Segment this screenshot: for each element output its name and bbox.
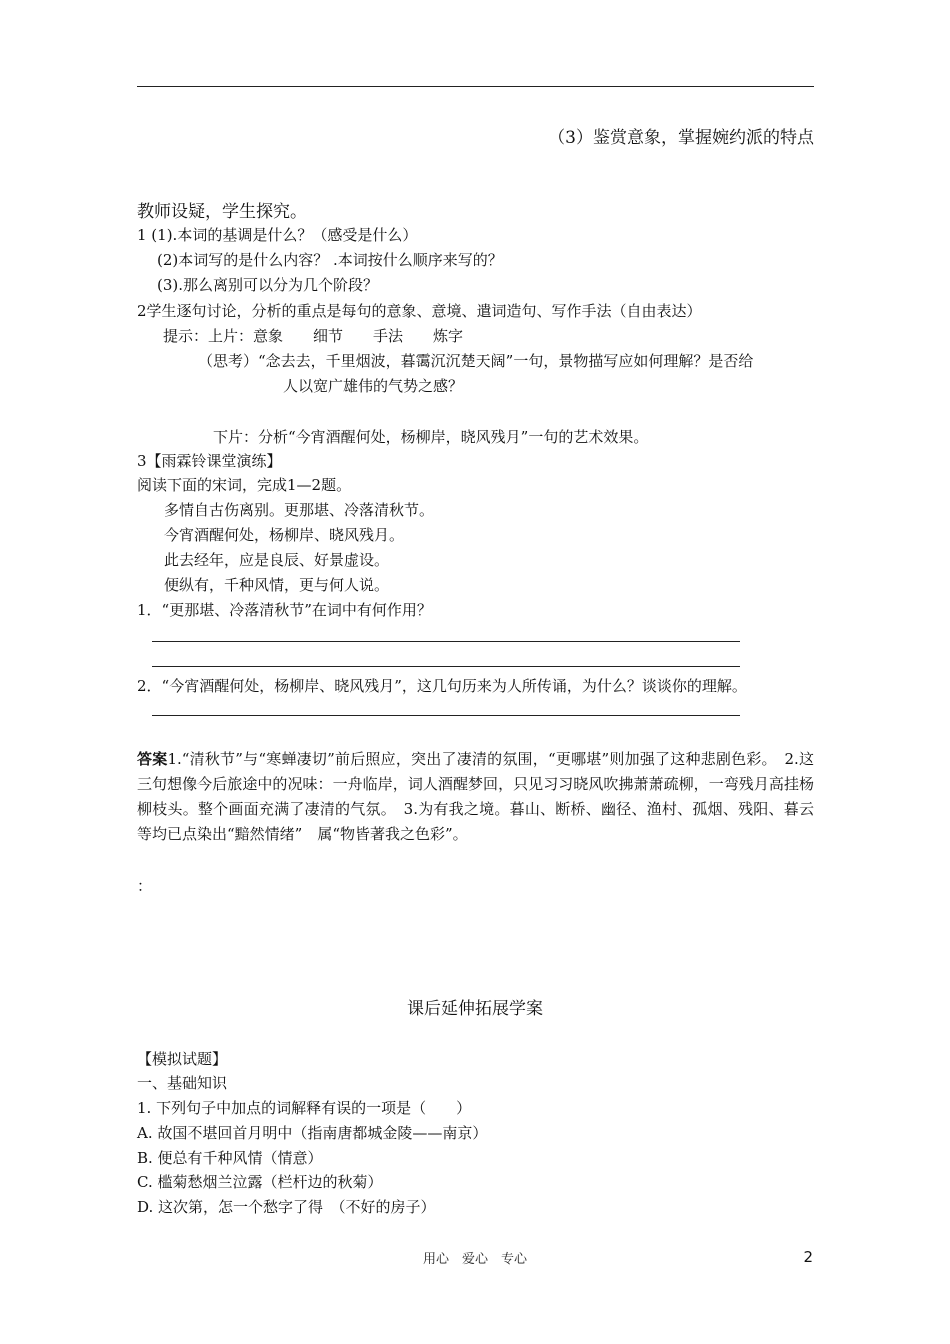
stray-mark: ： bbox=[137, 877, 153, 895]
mc-option: C. 槛菊愁烟兰泣露（栏杆边的秋菊） bbox=[137, 1173, 383, 1191]
mc-option: A. 故国不堪回首月明中（指南唐都城金陵——南京） bbox=[137, 1124, 488, 1142]
mc-option: B. 便总有千种风情（情意） bbox=[137, 1149, 323, 1167]
lower-part-analysis: 下片：分析“今宵酒醒何处，杨柳岸，晓风残月”一句的艺术效果。 bbox=[213, 428, 649, 446]
practice-instruction: 阅读下面的宋词，完成1—2题。 bbox=[137, 476, 352, 494]
answer-blank-line bbox=[152, 666, 740, 667]
think-line-2: 人以宽广雄伟的气势之感？ bbox=[283, 377, 464, 395]
answer-paragraph bbox=[137, 747, 814, 847]
question-1b: (2)本词写的是什么内容？ .本词按什么顺序来写的？ bbox=[157, 251, 503, 269]
exercise-2: 2．“今宵酒醒何处，杨柳岸、晓风残月”，这几句历来为人所传诵，为什么？谈谈你的理解。 bbox=[137, 677, 747, 695]
answer-text: 1.“清秋节”与“寒蝉凄切”前后照应，突出了凄清的氛围，“更哪堪”则加强了这种悲剧色彩。 2.这三句想像今后旅途中的况味：一舟临岸，词人酒醒梦回，只见习习晓风吹拂萧萧疏柳，一弯残月高挂杨柳枝头。整个画面充满了凄清的气氛。 3.为有我之境。暮山、断桥、幽径、渔村、孤烟、残阳、暮云等均已点染出“黯然情绪” 属“物皆著我之色彩”。 bbox=[137, 750, 814, 843]
intro-text: 教师设疑，学生探究。 bbox=[137, 202, 307, 222]
poem-line: 便纵有，千种风情，更与何人说。 bbox=[164, 576, 390, 594]
answer-label: 答案 bbox=[137, 750, 168, 768]
answer-blank-line bbox=[152, 715, 740, 716]
question-2: 2学生逐句讨论，分析的重点是每句的意象、意境、遣词造句、写作手法（自由表达） bbox=[137, 302, 702, 320]
poem-line: 此去经年，应是良辰、好景虚设。 bbox=[164, 551, 390, 569]
page-footer: 用心 爱心 专心 bbox=[422, 1252, 527, 1267]
poem-line: 今宵酒醒何处，杨柳岸、晓风残月。 bbox=[164, 526, 405, 544]
mc-option: D. 这次第，怎一个愁字了得 （不好的房子） bbox=[137, 1198, 436, 1216]
answer-blank-line bbox=[152, 641, 740, 642]
header-rule bbox=[137, 86, 814, 87]
section-heading: （3）鉴赏意象，掌握婉约派的特点 bbox=[548, 128, 814, 148]
mock-exam-title: 【模拟试题】 bbox=[137, 1050, 228, 1068]
hint-line: 提示：上片：意象 细节 手法 炼字 bbox=[163, 327, 464, 345]
mc-question: 1. 下列句子中加点的词解释有误的一项是（ ） bbox=[137, 1099, 472, 1117]
practice-title: 3【雨霖铃课堂演练】 bbox=[137, 452, 282, 470]
poem-line: 多情自古伤离别。更那堪、冷落清秋节。 bbox=[164, 501, 435, 519]
exercise-1: 1．“更那堪、冷落清秋节”在词中有何作用？ bbox=[137, 601, 432, 619]
think-line-1: （思考）“念去去，千里烟波，暮霭沉沉楚天阔”一句，景物描写应如何理解？是否给 bbox=[198, 352, 754, 370]
question-1c: (3).那么离别可以分为几个阶段？ bbox=[157, 276, 379, 294]
basic-knowledge-title: 一、基础知识 bbox=[137, 1074, 228, 1092]
extension-title: 课后延伸拓展学案 bbox=[407, 999, 543, 1019]
question-1a: 1 (1).本词的基调是什么？（感受是什么） bbox=[137, 226, 418, 244]
page-number: 2 bbox=[803, 1248, 813, 1266]
